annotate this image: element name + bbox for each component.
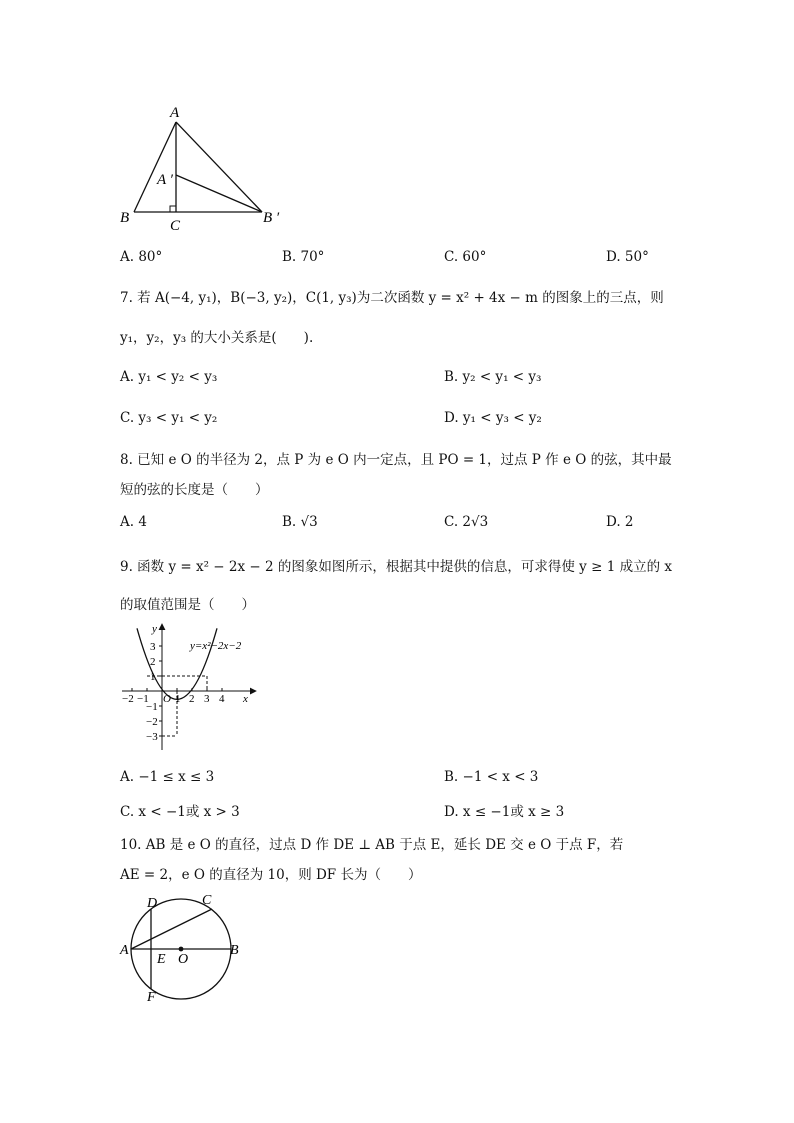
- origin-label: O: [163, 693, 171, 705]
- x-tick-label: 1: [175, 693, 181, 705]
- center-point: [179, 947, 184, 952]
- q8-option-c: C. 2√3: [444, 514, 489, 530]
- label-a-prime: A ′: [157, 172, 173, 188]
- label-d: D: [147, 896, 158, 911]
- q7-option-d: D. y₁ < y₃ < y₂: [444, 410, 542, 426]
- y-tick-label: 2: [150, 656, 156, 668]
- label-c: C: [170, 218, 181, 234]
- q8-option-b: B. √3: [282, 514, 318, 530]
- y-tick-label: −2: [146, 716, 158, 728]
- label-a: A: [170, 105, 180, 121]
- label-b-prime: B ′: [263, 210, 280, 226]
- label-o: O: [178, 952, 189, 967]
- q9-option-b: B. −1 < x < 3: [444, 769, 539, 785]
- x-tick-label: −2: [122, 693, 134, 705]
- x-tick-label: 3: [204, 693, 210, 705]
- x-tick-label: 2: [189, 693, 195, 705]
- x-axis-label: x: [243, 693, 248, 705]
- label-f: F: [147, 990, 156, 1005]
- q8-stem-line1: 8. 已知 e O 的半径为 2，点 P 为 e O 内一定点，且 PO = 1，过点 P 作 e O 的弦，其中最: [120, 452, 672, 468]
- label-b: B: [120, 210, 130, 226]
- q8-stem-line2: 短的弦的长度是（ ）: [120, 482, 269, 498]
- q7-option-c: C. y₃ < y₁ < y₂: [120, 410, 218, 426]
- q9-option-c: C. x < −1或 x > 3: [120, 804, 240, 820]
- label-c: C: [202, 893, 212, 908]
- q10-stem-line1: 10. AB 是 e O 的直径，过点 D 作 DE ⊥ AB 于点 E，延长 DE 交 e O 于点 F，若: [120, 837, 624, 853]
- label-a: A: [120, 943, 129, 958]
- q7-option-a: A. y₁ < y₂ < y₃: [120, 369, 218, 385]
- x-tick-label: 4: [219, 693, 225, 705]
- q6-option-d: D. 50°: [606, 249, 649, 265]
- q10-stem-line2: AE = 2，e O 的直径为 10，则 DF 长为（ ）: [120, 867, 422, 883]
- q8-option-d: D. 2: [606, 514, 634, 530]
- q7-stem-line2: y₁，y₂，y₃ 的大小关系是( ).: [120, 330, 314, 346]
- q7-stem-line1: 7. 若 A(−4, y₁)，B(−3, y₂)，C(1, y₃)为二次函数 y = x² + 4x − m 的图象上的三点，则: [120, 290, 664, 306]
- q9-stem-line2: 的取值范围是（ ）: [120, 597, 255, 613]
- q6-option-a: A. 80°: [120, 249, 163, 265]
- q8-option-a: A. 4: [120, 514, 147, 530]
- q9-option-a: A. −1 ≤ x ≤ 3: [120, 769, 215, 785]
- q6-option-c: C. 60°: [444, 249, 487, 265]
- q6-option-b: B. 70°: [282, 249, 325, 265]
- y-tick-label: 1: [150, 671, 156, 683]
- y-tick-label: 3: [150, 641, 156, 653]
- curve-label: y=x²−2x−2: [190, 640, 242, 652]
- q7-option-b: B. y₂ < y₁ < y₃: [444, 369, 542, 385]
- q9-option-d: D. x ≤ −1或 x ≥ 3: [444, 804, 565, 820]
- label-b: B: [230, 943, 239, 958]
- q9-stem-line1: 9. 函数 y = x² − 2x − 2 的图象如图所示，根据其中提供的信息，可求得使 y ≥ 1 成立的 x: [120, 559, 672, 575]
- label-e: E: [157, 952, 166, 967]
- y-tick-label: −1: [146, 701, 158, 713]
- y-tick-label: −3: [146, 731, 158, 743]
- x-tick-label: −1: [137, 693, 149, 705]
- y-axis-label: y: [152, 623, 157, 635]
